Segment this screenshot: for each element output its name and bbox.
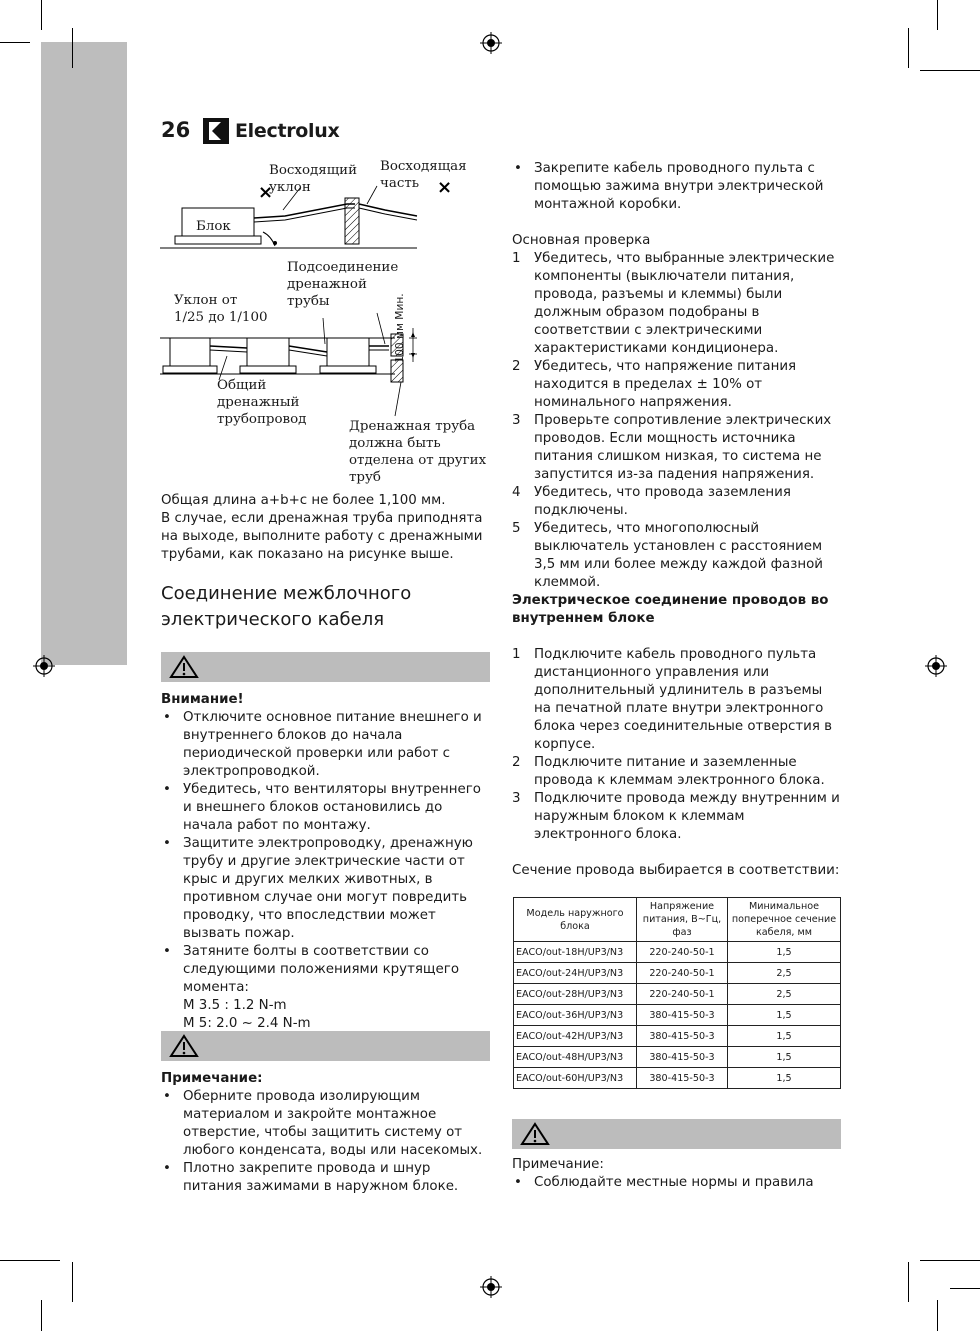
label-common-drain: Общий дренажный трубопровод [217, 378, 307, 427]
list-item: 4 Убедитесь, что провода заземления подключены. [512, 485, 791, 518]
label-rising-part: Восходящая часть [380, 159, 467, 191]
note-bar [512, 1119, 841, 1149]
elec-heading: Электрическое соединение проводов во внутреннем блоке [512, 593, 829, 626]
raised-pipe-text: В случае, если дренажная труба приподнята на выходе, выполните работу с дренажными трубами, как показано на рисунке выше. [161, 511, 483, 562]
list-item: 1 Убедитесь, что выбранные электрические компоненты (выключатели питания, провода, разъемы и клеммы) были должным образом подобраны в соответствии с электрическими характеристиками кондиционера. [512, 251, 835, 356]
table-row: EACO/out-24H/UP3/N3 220-240-50-1 2,5 [514, 963, 841, 984]
list-item: • Закрепите кабель проводного пульта с помощью зажима внутри электрической монтажной коробки. [512, 160, 842, 214]
page-number: 26 [161, 118, 191, 142]
brand-name: Electrolux [235, 120, 340, 142]
note-list [161, 1088, 491, 1196]
torque-m35: M 3.5 : 1.2 N-m [183, 998, 287, 1013]
page-side-band [41, 42, 127, 665]
table-header-cell: Минимальное поперечное сечение кабеля, мм [728, 898, 841, 942]
warning-triangle-icon [169, 1034, 199, 1058]
table-row: EACO/out-48H/UP3/N3 380-415-50-3 1,5 [514, 1047, 841, 1068]
label-slope: Уклон от 1/25 до 1/100 [174, 293, 268, 325]
note-bar [161, 1031, 490, 1061]
elec-list [512, 646, 842, 844]
registration-mark-icon [480, 1276, 502, 1298]
wire-table [513, 897, 841, 1089]
list-item: 5 Убедитесь, что многополюсный выключатель установлен с расстоянием 3,5 мм или более между каждой фазной клеммой. [512, 521, 824, 590]
note-list-right [512, 1174, 842, 1192]
list-item: 2 Подключите питание и заземленные провода к клеммам электронного блока. [512, 755, 825, 788]
label-min: 100 мм Мин. [394, 293, 406, 363]
table-header-cell: Напряжение питания, В~Гц, фаз [637, 898, 728, 942]
table-row: EACO/out-60H/UP3/N3 380-415-50-3 1,5 [514, 1068, 841, 1089]
table-row: EACO/out-18H/UP3/N3 220-240-50-1 1,5 [514, 942, 841, 963]
wire-section-text: Сечение провода выбирается в соответствии: [512, 863, 840, 878]
list-item: • Плотно закрепите провода и шнур питания зажимами в наружном блоке. [161, 1160, 491, 1196]
label-rising-slope: Восходящий уклон [269, 163, 358, 195]
list-item: • Оберните провода изолирующим материалом и закройте монтажное отверстие, чтобы защитить систему от любого конденсата, воды или насекомых. [161, 1088, 491, 1160]
warning-bar [161, 652, 490, 682]
registration-mark-icon [480, 32, 502, 54]
warning-list [161, 709, 491, 1033]
label-drain-connection: Подсоединение дренажной трубы [287, 260, 399, 309]
check-list [512, 250, 842, 592]
electrolux-logo-icon [203, 118, 229, 144]
list-item: • Защитите электропроводку, дренажную трубу и другие электрические части от крыс и других мелких животных, в противном случае они могут повредить проводку, что впоследствии может вызвать пожар. [161, 835, 491, 943]
table-header-row [514, 898, 841, 942]
total-length-text: Общая длина a+b+c не более 1,100 мм. [161, 493, 446, 508]
note-heading-right: Примечание: [512, 1157, 604, 1172]
warning-triangle-icon [520, 1122, 550, 1146]
list-item: • Отключите основное питание внешнего и внутреннего блоков до начала периодической проверки или работ с электропроводкой. [161, 709, 491, 781]
torque-intro: Затяните болты в соответствии со следующими положениями крутящего момента: [183, 944, 460, 995]
cross-mark-icon: × [258, 182, 274, 203]
list-item: 2 Убедитесь, что напряжение питания находится в пределах ± 10% от номинального напряжения. [512, 359, 797, 410]
torque-m5: M 5: 2.0 ~ 2.4 N-m [183, 1016, 311, 1031]
brand-logo [203, 118, 339, 144]
cross-mark-icon: × [437, 177, 453, 198]
list-item: 3 Подключите провода между внутренним и наружным блоком к клеммам электронного блока. [512, 791, 840, 842]
table-header-cell: Модель наружного блока [514, 898, 637, 942]
label-separate-pipe: Дренажная труба должна быть отделена от других труб [349, 419, 487, 485]
check-heading: Основная проверка [512, 233, 651, 248]
list-item: 1 Подключите кабель проводного пульта дистанционного управления или дополнительный удлинитель в разъемы на печатной плате внутри электронного блока через соединительные отверстия в корпусе. [512, 647, 833, 752]
list-item [161, 943, 491, 1033]
warning-heading: Внимание! [161, 692, 244, 707]
top-bullet-list [512, 160, 842, 214]
left-paragraphs [161, 492, 491, 564]
registration-mark-icon [33, 655, 55, 677]
note-heading: Примечание: [161, 1071, 263, 1086]
list-item: 3 Проверьте сопротивление электрических проводов. Если мощность источника питания слишком низкая, то система не запустится из-за падения напряжения. [512, 413, 832, 482]
table-row: EACO/out-36H/UP3/N3 380-415-50-3 1,5 [514, 1005, 841, 1026]
list-item: • Убедитесь, что вентиляторы внутреннего и внешнего блоков остановились до начала работ по монтажу. [161, 781, 491, 835]
section-title: Соединение межблочного электрического кабеля [161, 583, 412, 630]
list-item: • Соблюдайте местные нормы и правила [512, 1174, 842, 1192]
table-row: EACO/out-42H/UP3/N3 380-415-50-3 1,5 [514, 1026, 841, 1047]
warning-triangle-icon [169, 655, 199, 679]
label-unit: Блок [196, 219, 231, 234]
registration-mark-icon [925, 655, 947, 677]
table-row: EACO/out-28H/UP3/N3 220-240-50-1 2,5 [514, 984, 841, 1005]
